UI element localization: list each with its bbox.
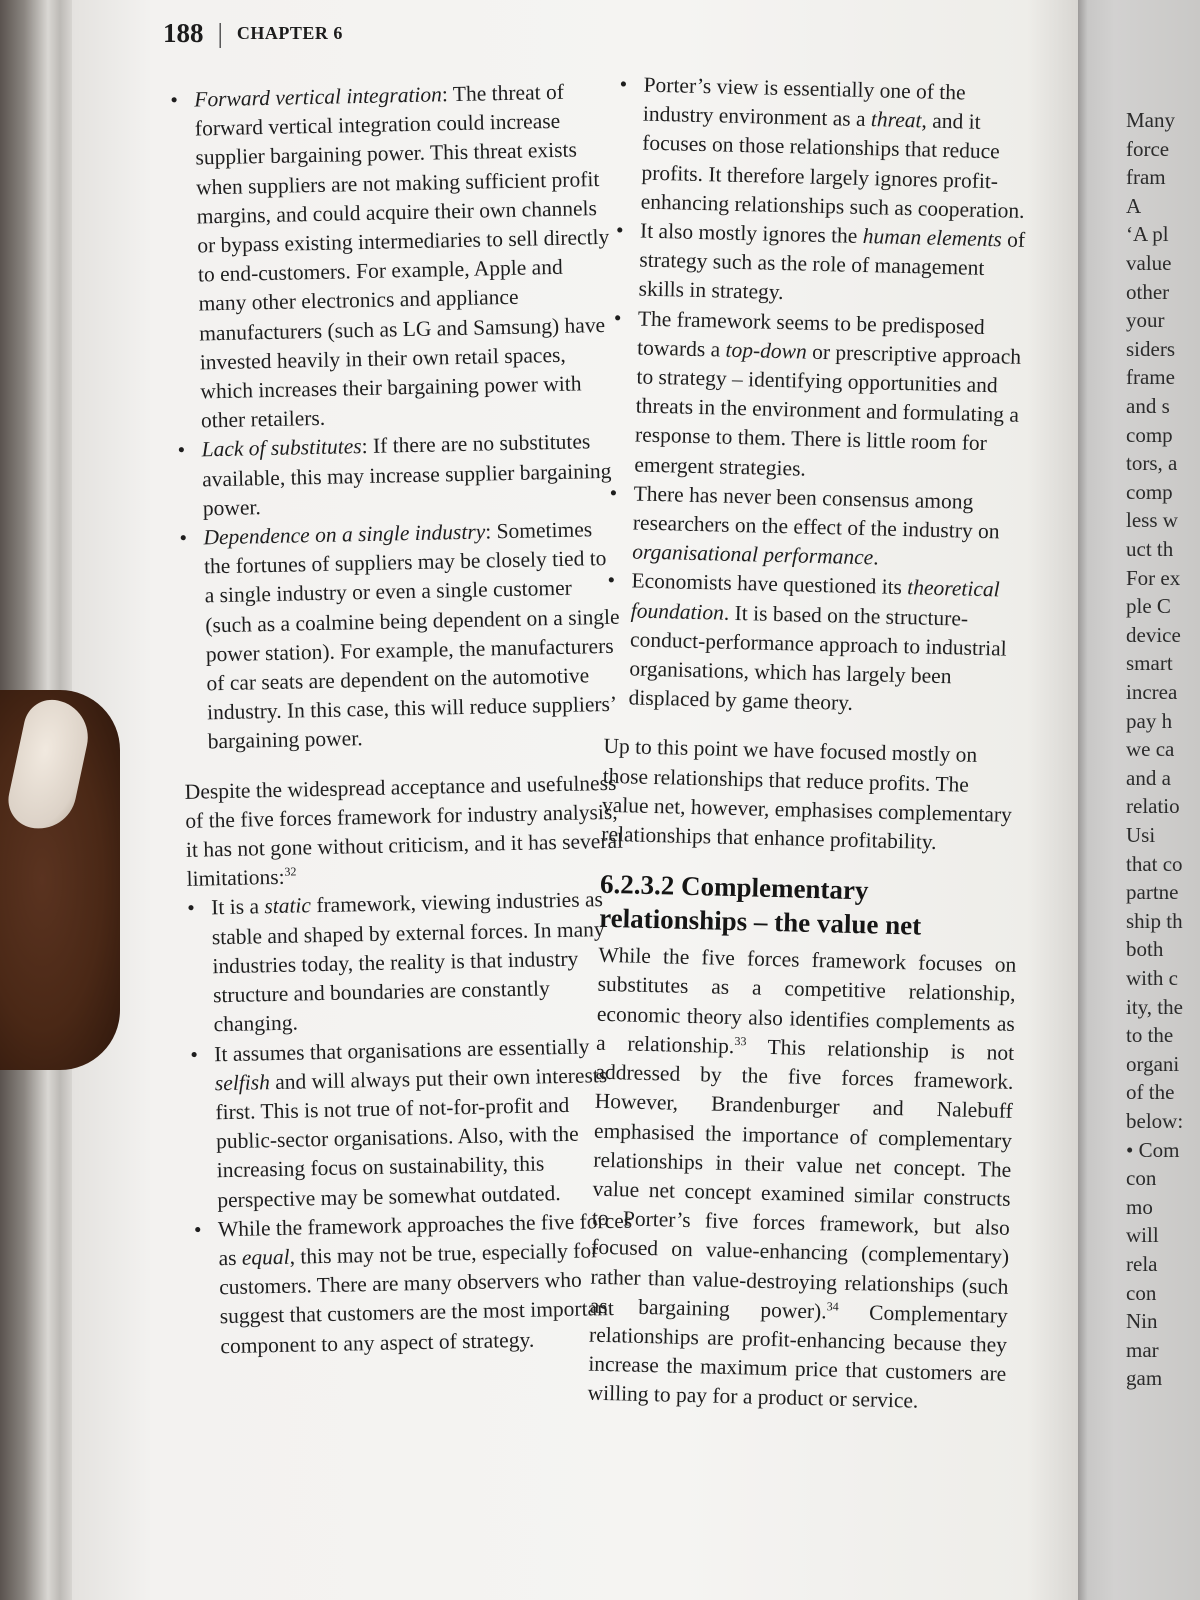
list-item: • Dependence on a single industry: Sometimes the fortunes of suppliers may be closely tied to a single industry or even a single customer (such as a coalmine being dependent on a single power station). For example, the manufacturers of car seats are dependent on the automotive industry. In this case, this will reduce suppliers’ bargaining power.	[179, 515, 624, 758]
right-page-edge	[1078, 0, 1200, 1600]
next-page-text-fragment: uct th	[1126, 537, 1174, 561]
next-page-text-fragment: fram	[1126, 165, 1166, 190]
header-separator: |	[217, 18, 223, 48]
next-page-text-fragment: ship th	[1126, 908, 1183, 933]
next-page-text-fragment: organi	[1126, 1051, 1180, 1076]
next-page-text-fragment: relatio	[1126, 794, 1180, 819]
next-page-text-fragment: device	[1126, 622, 1181, 647]
next-page-text-fragment: to the	[1126, 1023, 1174, 1048]
complementary-paragraph: While the five forces framework focuses on substitutes as a competitive relationship, economic theory also identifies complements as a relationship.$^{33}$ This relationship is not addressed by the five forces framework. However, Brandenburger and Nalebuff emphasised the importance of complementary relationships in their value net concept. The value net concept examined similar constructs to Porter’s five forces framework, but also focused on value-enhancing (complementary) rather than value-destroying relationships (such as bargaining power).$^{34}$ Complementary relationships are profit-enhancing because they increase the maximum price that customers are willing to pay for a product or service.	[587, 943, 1017, 1414]
chapter-label: CHAPTER 6	[236, 23, 343, 43]
next-page-text-fragment: less w	[1126, 508, 1178, 533]
supplier-factors-list	[170, 77, 624, 758]
next-page-text-fragment: con	[1126, 1166, 1157, 1191]
next-page-text-fragment: Many	[1126, 108, 1175, 132]
list-item: • It assumes that organisations are essentially selfish and will always put their own interests first. This is not true of not-for-profit and public-sector organisations. Also, with the increasing focus on sustainability, this perspective may be somewhat outdated.	[190, 1031, 634, 1215]
next-page-text-fragment: gam	[1126, 1366, 1163, 1391]
next-page-text-fragment: partne	[1126, 880, 1179, 905]
next-page-text-fragment: increa	[1126, 680, 1178, 704]
next-page-text-fragment: mo	[1126, 1194, 1153, 1219]
footnote-ref: 34	[826, 1298, 839, 1314]
footnote-ref: 32	[284, 864, 297, 879]
right-text-column	[587, 70, 1038, 1418]
next-page-text-fragment: below:	[1126, 1109, 1184, 1133]
list-item: • There has never been consensus among researchers on the effect of the industry on organisational performance.	[608, 479, 1028, 577]
next-page-text-fragment: Usi	[1126, 823, 1156, 847]
criticism-list	[604, 70, 1038, 722]
next-page-text-fragment: both	[1126, 937, 1164, 962]
next-page-text-fragment: comp	[1126, 479, 1173, 504]
left-text-column	[170, 77, 637, 1362]
next-page-text-fragment: siders	[1126, 336, 1175, 361]
footnote-ref: 33	[734, 1033, 747, 1049]
next-page-text-fragment: comp	[1126, 422, 1173, 447]
next-page-text-fragment: and a	[1126, 765, 1171, 790]
next-page-text-fragment: smart	[1126, 651, 1173, 676]
next-page-text-fragment: ity, the	[1126, 994, 1183, 1019]
list-item: • The framework seems to be predisposed towards a top-down or prescriptive approach to strategy – identifying opportunities and threats in the environment and formulating a response to them. There is little room for emergent strategies.	[610, 304, 1032, 489]
next-page-text-fragment: we ca	[1126, 737, 1175, 762]
next-page-text-fragment: • Com	[1126, 1137, 1180, 1162]
next-page-text-fragment: Nin	[1126, 1309, 1158, 1334]
next-page-text-fragment: of the	[1126, 1080, 1175, 1105]
next-page-text-fragment: ple C	[1126, 594, 1171, 619]
next-page-text-fragment: that co	[1126, 851, 1183, 876]
next-page-text-fragment: For ex	[1126, 565, 1181, 590]
limitations-list	[187, 885, 637, 1361]
next-page-text-fragment: pay h	[1126, 708, 1173, 733]
next-page-text-fragment: con	[1126, 1280, 1157, 1305]
section-heading: 6.2.3.2 Complementary relationships – the value net	[598, 869, 922, 941]
next-page-text-fragment: A	[1126, 193, 1142, 218]
next-page-text-fragment: tors, a	[1126, 451, 1178, 476]
list-item: • It is a static framework, viewing industries as stable and shaped by external forces. In many industries today, the reality is that industry structure and boundaries are constantly changing.	[187, 885, 630, 1040]
next-page-text-fragment: your	[1126, 308, 1165, 333]
list-item: • Economists have questioned its theoretical foundation. It is based on the structure-conduct-performance approach to industrial organisations, which has largely been displaced by game theory.	[604, 566, 1025, 722]
page-number: 188	[163, 18, 204, 48]
list-item: • It also mostly ignores the human elements of strategy such as the role of management skills in strategy.	[614, 216, 1034, 314]
next-page-text-fragment: other	[1126, 279, 1170, 304]
next-page-text-fragment: will	[1126, 1223, 1159, 1248]
list-item: • While the framework approaches the five forces as equal, this may not be true, especially for customers. There are many observers who suggest that customers are the most important component to any aspect of strategy.	[194, 1206, 637, 1361]
next-page-text-fragment: with c	[1126, 966, 1178, 990]
next-page-text-fragment: frame	[1126, 365, 1175, 390]
limitations-intro-paragraph: Despite the widespread acceptance and usefulness of the five forces framework for industry analysis, it has not gone without criticism, and it has several limitations:$^{32}$	[184, 770, 624, 892]
list-item: • Forward vertical integration: The threat of forward vertical integration could increase supplier bargaining power. This threat exists when suppliers are not making sufficient profit margins, and could acquire their own channels or bypass existing intermediaries to sell directly to end-customers. For example, Apple and many other electronics and appliance manufacturers (such as LG and Samsung) have invested heavily in their own retail spaces, which increases their bargaining power with other retailers.	[170, 77, 617, 437]
next-page-text-fragment: value	[1126, 251, 1172, 275]
next-page-text-fragment: and s	[1126, 394, 1170, 418]
next-page-text-fragment: mar	[1126, 1337, 1159, 1362]
next-page-text-fragment: ‘A pl	[1126, 222, 1169, 247]
next-page-text-fragment: rela	[1126, 1252, 1158, 1276]
running-header	[163, 18, 343, 49]
value-net-intro-paragraph: Up to this point we have focused mostly on those relationships that reduce profits. The value net, however, emphasises complementary relationships that enhance profitability.	[601, 734, 1013, 855]
list-item: • Lack of substitutes: If there are no substitutes available, this may increase supplier bargaining power.	[177, 427, 619, 524]
next-page-text-fragment: force	[1126, 136, 1170, 161]
list-item: • Porter’s view is essentially one of the industry environment as a threat, and it focuses on those relationships that reduce profits. It therefore largely ignores profit-enhancing relationships such as cooperation.	[616, 70, 1037, 226]
